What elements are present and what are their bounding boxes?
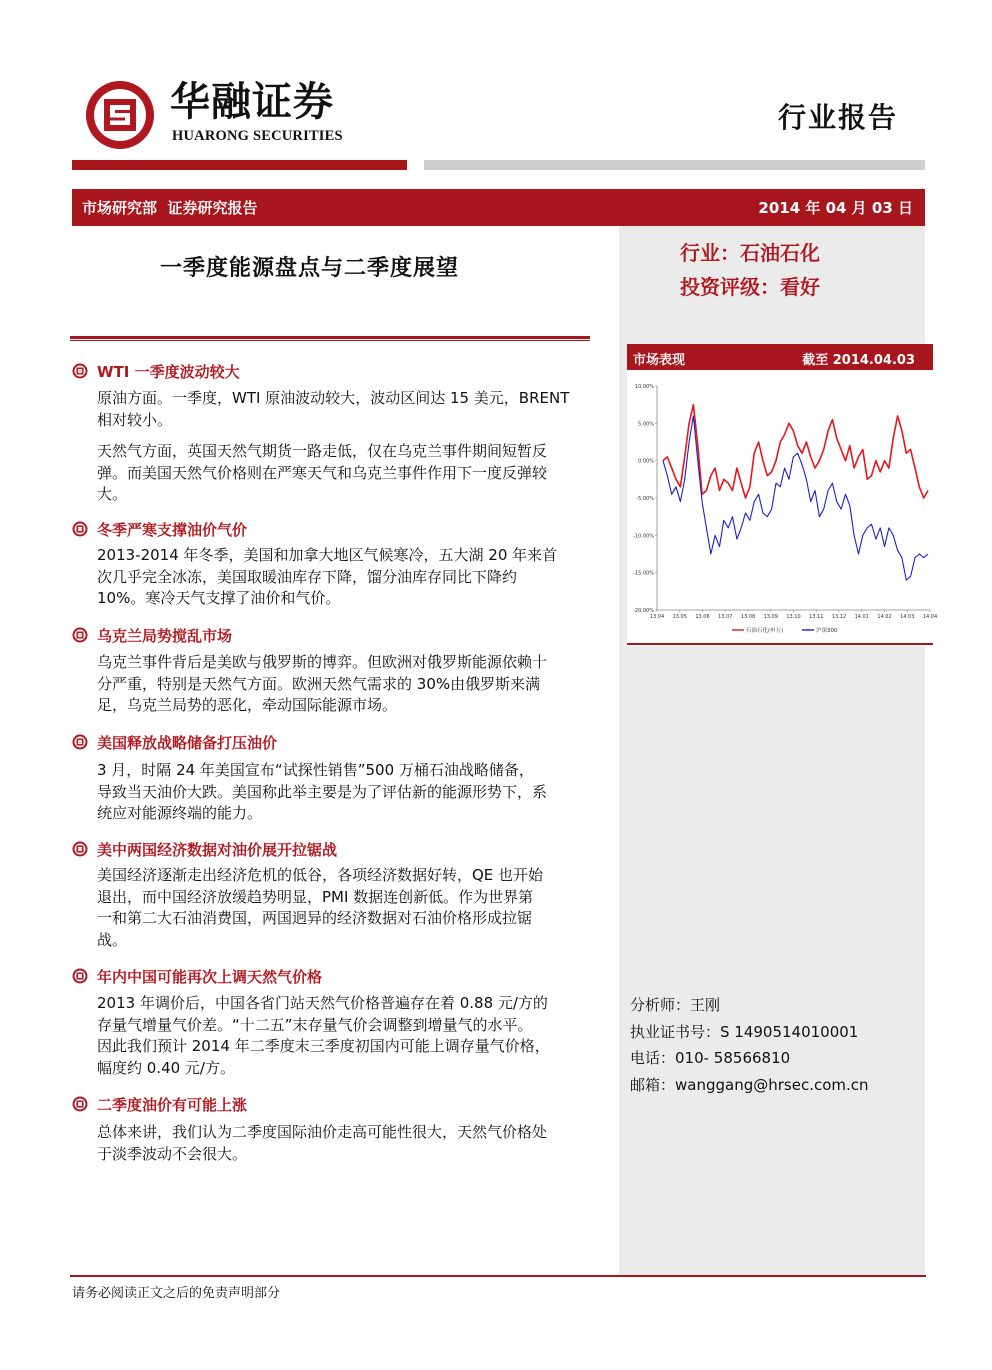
x-tick-label: 13.12 — [831, 614, 847, 620]
series-line-petrochem — [663, 405, 928, 498]
y-tick-label: -15.00% — [633, 570, 654, 577]
section-heading-text: 年内中国可能再次上调天然气价格 — [97, 968, 323, 986]
x-tick-label: 13.06 — [695, 614, 710, 620]
section-heading-text: 二季度油价有可能上涨 — [97, 1096, 248, 1114]
disclaimer-note: 请务必阅读正文之后的免责声明部分 — [72, 1286, 281, 1301]
section-paragraph: 乌克兰事件背后是美欧与俄罗斯的博弈。但欧洲对俄罗斯能源依赖十 分严重，特别是天然气方面。欧洲天然气需求的 30%由俄罗斯来满 足，乌克兰局势的恶化，牵动国际能源市场。 — [97, 653, 548, 714]
header-bar-red — [72, 160, 407, 170]
x-tick-label: 13.07 — [718, 614, 733, 620]
analyst-name: 分析师：王刚 — [630, 996, 721, 1014]
chart-header-date: 截至 2014.04.03 — [802, 353, 915, 368]
section-heading-text: 乌克兰局势搅乱市场 — [97, 627, 233, 645]
bullet-logo-icon — [72, 363, 88, 379]
legend-label: 沪深300 — [816, 628, 838, 634]
x-tick-label: 13.09 — [763, 614, 778, 620]
chart-plot — [627, 374, 938, 642]
chart-header-title: 市场表现 — [633, 353, 686, 368]
bullet-logo-icon — [72, 734, 88, 750]
x-tick-label: 14.01 — [854, 614, 869, 620]
bullet-logo-icon — [72, 521, 88, 537]
analyst-phone: 电话：010- 58566810 — [630, 1049, 791, 1067]
rating-label: 投资评级：看好 — [680, 275, 820, 299]
section-paragraph: 2013 年调价后，中国各省门站天然气价格普遍存在着 0.88 元/方的 存量气增量气价差。“十二五”末存量气价会调整到增量气的水平。 因此我们预计 2014 年二季度末三季度初国内可能上调存量气价格， 幅度约 0.40 元/方。 — [97, 994, 550, 1077]
brand-name-en: HUARONG SECURITIES — [172, 128, 343, 144]
x-tick-label: 13.08 — [740, 614, 756, 620]
bullet-logo-icon — [72, 968, 88, 984]
section-heading-text: 冬季严寒支撑油价气价 — [97, 521, 248, 539]
report-title: 一季度能源盘点与二季度展望 — [160, 255, 460, 281]
section-paragraph: 2013-2014 年冬季，美国和加拿大地区气候寒冷，五大湖 20 年来首 次几乎完全冰冻，美国取暖油库存下降，馏分油库存同比下降约 10%。寒冷天气支撑了油价和气价。 — [97, 546, 558, 607]
huarong-logo — [84, 79, 156, 151]
report-type: 行业报告 — [778, 101, 899, 134]
y-tick-label: 10.00% — [634, 384, 654, 390]
chart-header — [627, 344, 933, 370]
industry-label: 行业：石油石化 — [680, 241, 820, 265]
bullet-logo-icon — [72, 1096, 88, 1112]
section-heading — [72, 362, 240, 382]
x-tick-label: 13.05 — [672, 614, 687, 620]
department-label: 市场研究部 证券研究报告 — [82, 199, 258, 217]
brand-name-cn: 华融证券 — [170, 78, 334, 125]
bullet-logo-icon — [72, 627, 88, 643]
y-tick-label: 0.00% — [638, 458, 654, 465]
y-tick-label: -5.00% — [636, 496, 654, 502]
section-heading-text: 美中两国经济数据对油价展开拉锯战 — [97, 841, 338, 859]
y-tick-label: -20.00% — [633, 608, 654, 614]
analyst-license: 执业证书号：S 1490514010001 — [630, 1022, 859, 1041]
title-rule — [70, 336, 590, 339]
y-tick-label: -10.00% — [633, 533, 654, 540]
market-performance-chart — [627, 344, 938, 646]
section-paragraph: 总体来讲，我们认为二季度国际油价走高可能性很大，天然气价格处 于淡季波动不会很大。 — [97, 1123, 548, 1163]
footer-rule — [70, 1275, 926, 1277]
x-tick-label: 13.11 — [809, 614, 824, 620]
section-heading — [72, 1095, 247, 1115]
legend-label: 石油石化(申万) — [746, 628, 784, 634]
x-tick-label: 13.04 — [649, 614, 665, 620]
analyst-info — [630, 992, 869, 1098]
section-heading — [72, 840, 337, 860]
x-tick-label: 14.04 — [922, 614, 938, 620]
section-paragraph: 3 月，时隔 24 年美国宣布“试探性销售”500 万桶石油战略储备， 导致当天油价大跌。美国称此举主要是为了评估新的能源形势下，系 统应对能源终端的能力。 — [97, 761, 548, 822]
section-paragraph: 美国经济逐渐走出经济危机的低谷，各项经济数据好转，QE 也开始 退出，而中国经济放缓趋势明显，PMI 数据连创新低。作为世界第 一和第二大石油消费国，两国迥异的经济数据对石油价格形成拉锯 战。 — [97, 866, 544, 949]
header-bar-gray — [424, 160, 925, 170]
department-banner — [72, 189, 925, 226]
section-heading — [72, 520, 247, 540]
y-tick-label: 5.00% — [638, 421, 654, 428]
analyst-email[interactable]: 邮箱：wanggang@hrsec.com.cn — [630, 1075, 869, 1094]
chart-bottom-rule — [627, 643, 933, 645]
x-tick-label: 14.03 — [900, 614, 915, 620]
section-heading — [72, 967, 322, 987]
section-heading — [72, 626, 232, 646]
section-paragraph: 原油方面。一季度，WTI 原油波动较大，波动区间达 15 美元，BRENT 相对较小。 — [97, 389, 570, 429]
section-paragraph: 天然气方面，英国天然气期货一路走低，仅在乌克兰事件期间短暂反 弹。而美国天然气价格则在严寒天气和乌克兰事件作用下一度反弹较 大。 — [97, 442, 548, 503]
x-tick-label: 13.10 — [786, 614, 801, 620]
section-heading-text: WTI 一季度波动较大 — [97, 363, 240, 381]
report-date: 2014 年 04 月 03 日 — [758, 199, 913, 217]
section-heading-text: 美国释放战略储备打压油价 — [97, 734, 278, 752]
bullet-logo-icon — [72, 841, 88, 857]
x-tick-label: 14.02 — [877, 614, 892, 620]
section-heading — [72, 733, 277, 753]
title-rule-thin — [70, 340, 590, 341]
